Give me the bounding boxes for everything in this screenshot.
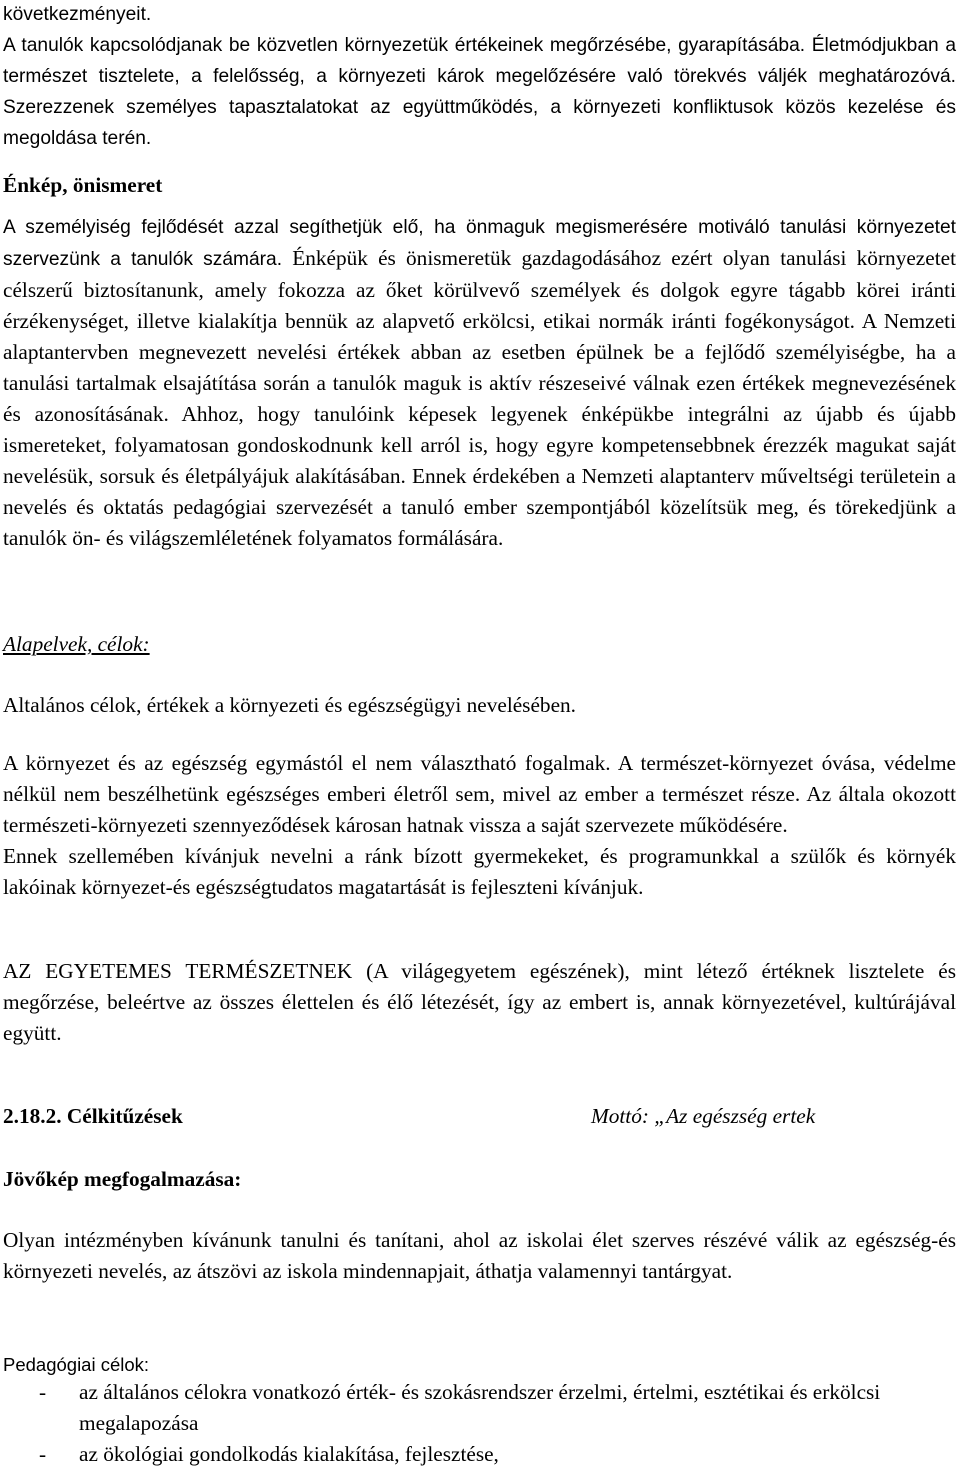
list-item-text: az általános célokra vonatkozó érték- és szokásrendszer érzelmi, értelmi, esztétikai és erkölcsi megalapozása — [79, 1380, 881, 1435]
list-item — [3, 1439, 956, 1470]
enkep-heading: Énkép, önismeret — [3, 173, 163, 197]
section-motto: Mottó: „Az egészség ertek — [591, 1104, 816, 1128]
intro-first-line: következményeit. — [3, 4, 152, 25]
pedagogiai-heading: Pedagógiai célok: — [3, 1354, 150, 1375]
jovokep-paragraph: Olyan intézményben kívánunk tanulni és tanítani, ahol az iskolai élet szerves részévé válik az egészség-és környezeti nevelés, az átszövi az iskola mindennapjait, áthatja valamennyi tantárgyat. — [3, 1228, 956, 1283]
list-bullet: - — [39, 1380, 47, 1404]
intro-paragraph: A tanulók kapcsolódjanak be közvetlen környezetük értékeinek megőrzésébe, gyarapításába. Életmódjukban a természet tisztelete, a felelősség, a környezeti károk megelőzésére való törekvés váljék meghatározóvá. Szerezzenek személyes tapasztalatokat az együttműködés, a környezeti konfliktusok közös kezelése és megoldása terén. — [3, 35, 956, 149]
pedagogiai-list — [3, 1377, 956, 1470]
list-item-text: az ökológiai gondolkodás kialakítása, fejlesztése, — [79, 1442, 499, 1466]
jovokep-block — [3, 1225, 956, 1287]
intro-block — [3, 0, 956, 154]
list-bullet: - — [39, 1442, 47, 1466]
alapelvek-paragraph-2: Ennek szellemében kívánjuk nevelni a ránk bízott gyermekeket, és programunkkal a szülők és környék lakóinak környezet-és egészségtudatos magatartását is fejleszteni kívánjuk. — [3, 844, 956, 899]
enkep-block — [3, 212, 956, 554]
alapelvek-heading: Alapelvek, célok: — [3, 632, 150, 656]
alapelvek-block-1 — [3, 748, 956, 903]
alapelvek-subtitle: Altalános célok, értékek a környezeti és egészségügyi nevelésében. — [3, 693, 576, 717]
alapelvek-paragraph-1: A környezet és az egészség egymástól el nem választható fogalmak. A természet-környezet óvása, védelme nélkül nem beszélhetünk egészséges emberi életről sem, mivel az ember a természet része. Az általa okozott természeti-környezeti szennyeződések károsan hatnak vissza a saját szervezete működésére. — [3, 751, 956, 837]
enkep-paragraph-sans: A személyiség fejlődését azzal segíthetjük elő, ha önmaguk megismerésére motiváló tanulási környezetet szervezünk a tanulók számára. — [3, 217, 956, 270]
enkep-paragraph — [3, 212, 956, 554]
enkep-paragraph-serif: Énképük és önismeretük gazdagodásához ezért olyan tanulási környezetet célszerű biztosítanunk, amely fokozza az őket körülvevő személyek és dolgok egyre tágabb körei iránti érzékenységet, illetve kialakítja bennük az alapvető erkölcsi, etikai normák iránti fogékonyságot. A Nemzeti alaptantervben megnevezett nevelési értékek abban az esetben épülnek be a fejlődő személyiségbe, ha a tanulási tartalmak elsajátítása során a tanulók maguk is aktív részeseivé válnak ezen értékek megnevezésének és azonosításának. Ahhoz, hogy tanulóink képesek legyenek énképükbe integrálni az újabb és újabb ismereteket, folyamatosan gondoskodnunk kell arról is, hogy egyre kompetensebbnek érezzék magukat saját nevelésük, sorsuk és életpályájuk alakításában. Ennek érdekében a Nemzeti alaptanterv műveltségi területein a nevelés és oktatás pedagógiai szervezését a tanuló ember szempontjából közelítsük meg, és törekedjünk a tanulók ön- és világszemléletének folyamatos formálására. — [3, 246, 956, 550]
list-item — [3, 1377, 956, 1439]
section-title: 2.18.2. Célkitűzések — [3, 1104, 183, 1128]
alapelvek-block-2 — [3, 956, 956, 1049]
section-header — [3, 1101, 956, 1132]
jovokep-heading: Jövőkép megfogalmazása: — [3, 1167, 242, 1191]
alapelvek-paragraph-3: AZ EGYETEMES TERMÉSZETNEK (A világegyetem egészének), mint létező értéknek lisztelete és megőrzése, beleértve az összes élettelen és élő létezését, így az embert is, annak környezetével, kultúrájával együtt. — [3, 959, 956, 1045]
